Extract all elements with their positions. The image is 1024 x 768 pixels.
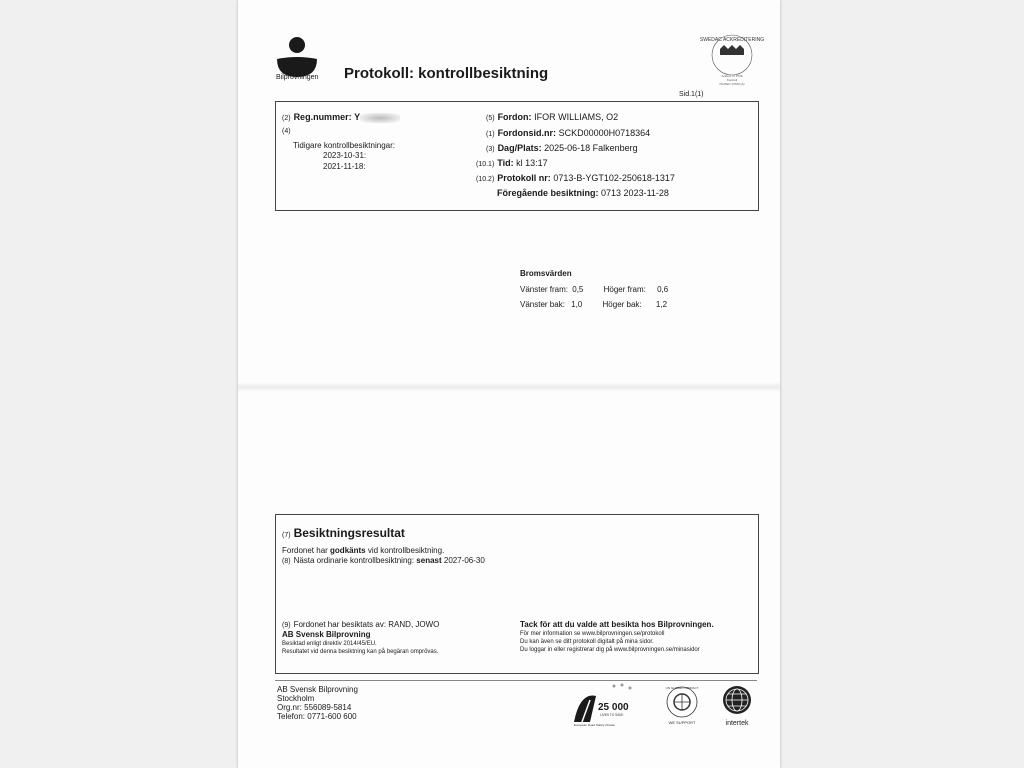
result-index: (7) [282, 532, 291, 539]
reg-number-row [282, 112, 400, 123]
tid-value: kl 13:17 [516, 158, 548, 168]
previous-inspection-date: 2023-10-31: [323, 151, 367, 160]
result-line1-post: vid kontrollbesiktning. [365, 546, 445, 555]
footer-company: AB Svensk Bilprovning [277, 685, 358, 694]
next-inspection-line [282, 556, 485, 565]
road-safety-charter-logo-icon [570, 682, 642, 728]
footer-divider [275, 680, 757, 681]
foregaende-row [497, 188, 669, 198]
redacted-blur [360, 113, 400, 123]
fordon-label: Fordon: [497, 112, 532, 122]
next-inspection-pre: Nästa ordinarie kontrollbesiktning: [293, 556, 417, 565]
fordonsid-label: Fordonsid.nr: [497, 128, 557, 138]
intertek-text: intertek [725, 720, 749, 727]
result-title: Besiktningsresultat [293, 526, 405, 540]
footer-city: Stockholm [277, 694, 315, 703]
protokoll-label: Protokoll nr: [497, 173, 551, 183]
protokoll-row [476, 173, 675, 183]
footer-address [277, 685, 358, 721]
result-company: AB Svensk Bilprovning [282, 630, 371, 639]
brake-row-front [520, 285, 668, 294]
result-approved-word: godkänts [330, 546, 366, 555]
thanks-text: Tack för att du valde att besikta hos Bilprovningen. [520, 620, 714, 629]
tid-row [476, 158, 548, 168]
reg-value: Y [354, 112, 361, 122]
result-appeal: Resultatet vid denna besiktning kan på begäran omprövas. [282, 649, 439, 655]
un-caption: WE SUPPORT [668, 720, 696, 725]
reg-num-index: (2) [282, 115, 291, 122]
logo-text: Bilprovningen [276, 74, 319, 81]
result-line1-pre: Fordonet har [282, 546, 331, 555]
seal-line-1: Ackred. nr 0726 [721, 74, 743, 78]
page-number: Sid.1(1) [679, 91, 704, 98]
inspection-result-box [275, 514, 759, 674]
info-line: Du loggar in eller registrerar dig på www.bilprovningen.se/minasidor [520, 647, 700, 653]
seal-ring-text: SWEDAC ACKREDITERING [699, 37, 765, 43]
swedac-seal-icon [699, 33, 765, 91]
next-inspection-bold: senast [416, 556, 442, 565]
previous-inspection-date: 2021-11-18: [323, 162, 366, 171]
charter-sub: LIVES TO SAVE [600, 713, 624, 717]
dag-plats-value: 2025-06-18 Falkenberg [544, 143, 638, 153]
tid-index: (10.1) [476, 161, 495, 168]
un-global-compact-logo-icon [662, 684, 702, 726]
inspected-by-index: (9) [282, 622, 291, 629]
next-inspection-index: (8) [282, 558, 291, 565]
page-title: Protokoll: kontrollbesiktning [344, 65, 549, 82]
info-line: Du kan även se ditt protokoll digitalt på mina sidor. [520, 639, 654, 645]
tid-label: Tid: [497, 158, 514, 168]
dag-plats-index: (3) [486, 146, 495, 153]
fordon-row [486, 112, 618, 122]
result-directive: Besiktad enligt direktiv 2014/45/EU. [282, 641, 377, 647]
charter-caption: European Road Safety Charter [574, 723, 616, 727]
brake-left-front-value: 0,5 [572, 285, 584, 294]
paper-fold [238, 382, 780, 392]
brake-values-title: Bromsvärden [520, 269, 572, 278]
brake-left-rear-label: Vänster bak: [520, 300, 565, 309]
un-ring-text: UN GLOBAL COMPACT [665, 686, 699, 690]
brake-left-rear-value: 1,0 [571, 300, 583, 309]
brake-row-rear [520, 300, 667, 309]
brake-right-rear-label: Höger bak: [602, 300, 642, 309]
brake-right-rear-value: 1,2 [655, 300, 668, 309]
footer-org-nr: Org.nr: 556089-5814 [277, 703, 352, 712]
fordonsid-index: (1) [486, 131, 495, 138]
previous-inspections-label: Tidigare kontrollbesiktningar: [293, 141, 395, 150]
vehicle-info-box [275, 101, 759, 211]
seal-line-2: Kontroll [726, 78, 738, 82]
brake-right-front-label: Höger fram: [603, 285, 646, 294]
protokoll-index: (10.2) [476, 176, 495, 183]
brake-right-front-value: 0,6 [657, 285, 669, 294]
protokoll-value: 0713-B-YGT102-250618-1317 [553, 173, 675, 183]
reg-label: Reg.nummer: [293, 112, 352, 122]
foregaende-value: 0713 2023-11-28 [601, 188, 669, 198]
fordonsid-row [486, 128, 650, 138]
charter-number: 25 000 [598, 702, 629, 713]
inspected-by-line [282, 620, 439, 629]
inspected-by-text: Fordonet har besiktats av: RAND, JOWO [293, 620, 440, 629]
seal-line-3: ISO/IEC 17020 (A) [719, 82, 745, 86]
field-4-index: (4) [282, 128, 291, 135]
intertek-logo-icon [718, 682, 756, 728]
footer-phone: Telefon: 0771-600 600 [277, 712, 357, 721]
fordonsid-value: SCKD00000H0718364 [558, 128, 651, 138]
dag-plats-row [486, 143, 638, 153]
result-approved-line [282, 546, 444, 555]
info-line: För mer information se www.bilprovningen.se/protokoll [520, 631, 665, 637]
fordon-index: (5) [486, 115, 495, 122]
fordon-value: IFOR WILLIAMS, O2 [534, 112, 619, 122]
result-heading [282, 524, 405, 542]
brake-left-front-label: Vänster fram: [520, 285, 569, 294]
next-inspection-date: 2027-06-30 [441, 556, 485, 565]
foregaende-label: Föregående besiktning: [497, 188, 599, 198]
dag-plats-label: Dag/Plats: [497, 143, 542, 153]
document-page [238, 0, 780, 768]
